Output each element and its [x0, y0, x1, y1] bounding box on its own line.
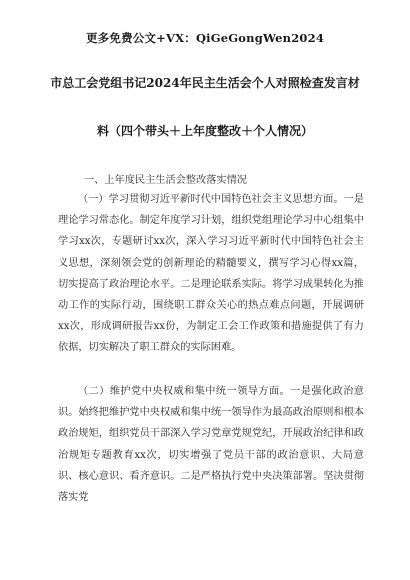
body-paragraph-1: （一）学习贯彻习近平新时代中国特色社会主义思想方面。一是理论学习常态化。制定年度学习计划，组织党组理论学习中心组集中学习xx次，专题研讨xx次，深入学习习近平新时代中国特色社会主义思想，深刻领会党的创新理论的精髓要义，撰写学习心得xx篇，切实提高了政治理论水平。二是理论联系实际。将学习成果转化为推动工作的实际行动，围绕职工群众关心的热点难点问题，开展调研xx次，形成调研报告xx份，为制定工会工作政策和措施提供了有力依据，切实解决了职工群众的实际困难。	[58, 194, 364, 354]
document-title-line-1: 市总工会党组书记2024年民主生活会个人对照检查发言材	[50, 76, 360, 90]
section-heading: 一、上年度民主生活会整改落实情况	[84, 175, 247, 186]
document-title-line-2: 料（四个带头＋上年度整改＋个人情况）	[96, 124, 313, 138]
watermark-text: 更多免费公文+VX：QiGeGongWen2024	[85, 31, 325, 45]
body-paragraph-1-container	[58, 189, 364, 359]
body-paragraph-2-container	[58, 381, 364, 508]
body-paragraph-2: （二）维护党中央权威和集中统一领导方面。一是强化政治意识。始终把维护党中央权威和集中统一领导作为最高政治原则和根本政治规矩，组织党员干部深入学习党章党规党纪，开展政治纪律和政治规矩专题教育xx次，切实增强了党员干部的政治意识、大局意识、核心意识、看齐意识。二是严格执行党中央决策部署。坚决贯彻落实党	[58, 386, 364, 504]
